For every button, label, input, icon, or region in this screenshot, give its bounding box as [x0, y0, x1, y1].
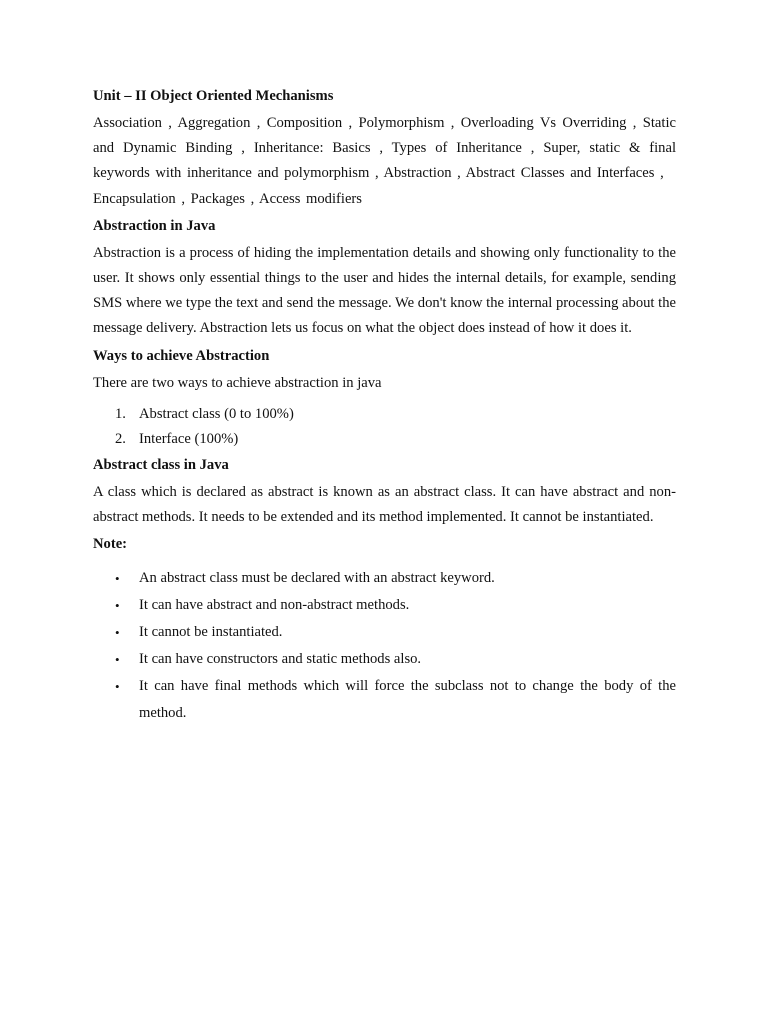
list-number: 1. — [115, 405, 126, 422]
list-item-text: It can have final methods which will force the subclass not to change the body of the method. — [139, 678, 676, 722]
list-item — [93, 673, 676, 727]
topics-list-paragraph — [93, 111, 676, 212]
abstract-class-heading: Abstract class in Java — [93, 456, 229, 473]
note-bullet-list — [93, 565, 676, 727]
list-item-text: It can have constructors and static methods also. — [139, 651, 422, 668]
list-item-text: It can have abstract and non-abstract methods. — [139, 597, 410, 614]
bullet-icon: • — [115, 652, 120, 668]
list-number: 2. — [115, 431, 126, 448]
ways-numbered-list — [93, 402, 676, 453]
bullet-icon: • — [115, 571, 120, 587]
list-item — [93, 565, 676, 592]
topics-last-line: Encapsulation , Packages , Access modifiers — [93, 190, 362, 207]
abstraction-heading: Abstraction in Java — [93, 217, 216, 234]
list-item-text: It cannot be instantiated. — [139, 624, 283, 641]
list-item — [93, 646, 676, 673]
abstraction-paragraph: Abstraction is a process of hiding the implementation details and showing only functionality to the user. It shows only essential things to the user and hides the internal details, for example, sending SMS where we type the text and send the message. We don't know the internal processing about the message delivery. Abstraction lets us focus on what the object does instead of how it does it. — [93, 244, 676, 337]
document-content — [93, 86, 676, 727]
list-item-text: Abstract class (0 to 100%) — [139, 405, 294, 422]
note-heading: Note: — [93, 536, 128, 553]
topics-text: Association , Aggregation , Composition , Polymorphism , Overloading Vs Overriding , Static and Dynamic Binding , Inheritance: Basics , Types of Inheritance , Super, static & final keywords with inheritance and polymorphism , Abstraction , Abstract Classes and Interfaces , — [93, 115, 676, 182]
list-item-text: An abstract class must be declared with an abstract keyword. — [139, 570, 495, 587]
list-item — [93, 619, 676, 646]
bullet-icon: • — [115, 679, 120, 695]
unit-title: Unit – II Object Oriented Mechanisms — [93, 88, 334, 104]
ways-heading: Ways to achieve Abstraction — [93, 347, 270, 364]
list-item — [93, 427, 676, 453]
list-item — [93, 402, 676, 428]
abstract-class-paragraph: A class which is declared as abstract is known as an abstract class. It can have abstract and non-abstract methods. It needs to be extended and its method implemented. It cannot be instantiated. — [93, 483, 676, 526]
list-item-text: Interface (100%) — [139, 431, 239, 448]
ways-intro: There are two ways to achieve abstraction in java — [93, 374, 382, 391]
bullet-icon: • — [115, 598, 120, 614]
list-item — [93, 592, 676, 619]
bullet-icon: • — [115, 625, 120, 641]
